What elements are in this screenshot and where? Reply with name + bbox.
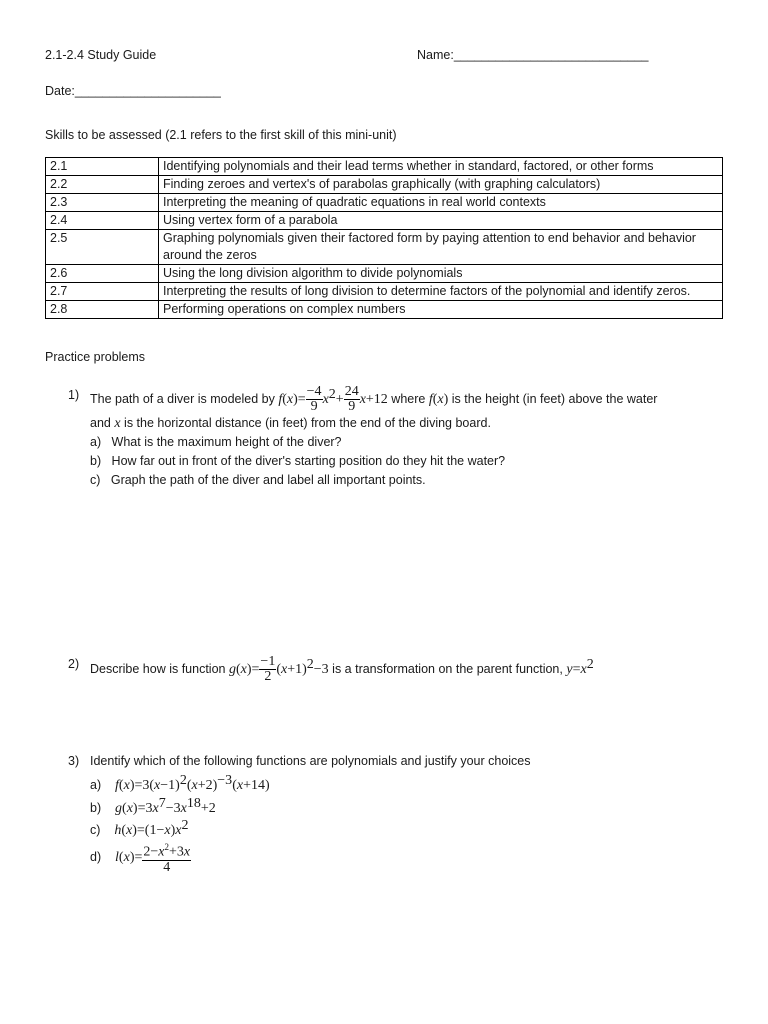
problem-3-lead: Identify which of the following functions are polynomials and justify your choices <box>90 754 531 768</box>
problem-2-number: 2) <box>68 657 80 671</box>
table-row <box>46 301 723 319</box>
part-label: a) <box>90 778 102 793</box>
problem-1-mid: where <box>391 392 426 407</box>
skill-desc: Graphing polynomials given their factored form by paying attention to end behavior and behavior around the zeros <box>159 230 723 265</box>
practice-heading: Practice problems <box>45 350 146 364</box>
parent-function: y <box>566 662 573 678</box>
skill-desc: Interpreting the meaning of quadratic equations in real world contexts <box>159 194 723 212</box>
skill-desc: Finding zeroes and vertex's of parabolas graphically (with graphing calculators) <box>159 176 723 194</box>
problem-2-statement: Describe how is function g(x)= $\frac{-1}{2}$ $(x+1)^2-3$ is a transformation on the parent function, $y=x^2$ <box>90 654 594 685</box>
page-title: 2.1-2.4 Study Guide <box>45 48 157 62</box>
problem-1-and: and <box>90 416 111 430</box>
part-text: How far out in front of the diver's starting position do they hit the water? <box>111 454 506 468</box>
problem-3-number: 3) <box>68 754 80 768</box>
fraction: $\frac{-4}{9}$ <box>306 384 322 415</box>
fraction: $\frac{24}{9}$ <box>344 384 359 415</box>
part-label: a) <box>90 435 102 449</box>
part-label: c) <box>90 823 101 838</box>
table-row <box>46 158 723 176</box>
problem-1-lead: The path of a diver is modeled by <box>90 392 275 407</box>
list-item: d) l(x)= $\frac{2-x^2+3x}{4}$ <box>90 842 191 876</box>
skills-intro: Skills to be assessed (2.1 refers to the first skill of this mini-unit) <box>45 128 397 142</box>
fraction: $\frac{2-x^2+3x}{4}$ <box>143 842 191 876</box>
table-row <box>46 230 723 265</box>
skill-code: 2.5 <box>46 230 159 265</box>
part-label: b) <box>90 801 102 816</box>
skills-table <box>45 157 723 319</box>
list-item <box>90 454 505 468</box>
list-item: a) $f(x)=3(x-1)^2(x+2)^{-3}(x+14)$ <box>90 773 270 794</box>
fraction: $\frac{-1}{2}$ <box>260 654 276 685</box>
problem-1-line2-text: is the horizontal distance (in feet) from the end of the diving board. <box>124 416 491 430</box>
table-row <box>46 176 723 194</box>
skill-desc: Identifying polynomials and their lead terms whether in standard, factored, or other forms <box>159 158 723 176</box>
part-label: d) <box>90 850 102 864</box>
skill-code: 2.1 <box>46 158 159 176</box>
diver-equation: f <box>278 392 283 408</box>
skill-code: 2.8 <box>46 301 159 319</box>
skill-code: 2.2 <box>46 176 159 194</box>
table-row <box>46 265 723 283</box>
skill-desc: Using the long division algorithm to divide polynomials <box>159 265 723 283</box>
problem-1-line2: and x is the horizontal distance (in feet) from the end of the diving board. <box>90 416 491 431</box>
part-text: Graph the path of the diver and label all important points. <box>110 473 426 487</box>
table-row <box>46 194 723 212</box>
table-row <box>46 212 723 230</box>
list-item <box>90 473 426 487</box>
skill-desc: Interpreting the results of long division to determine factors of the polynomial and identify zeros. <box>159 283 723 301</box>
part-label: c) <box>90 473 101 487</box>
skill-code: 2.4 <box>46 212 159 230</box>
transform-equation: g <box>228 662 236 678</box>
date-field[interactable]: Date:_____________________ <box>45 84 221 98</box>
skill-code: 2.7 <box>46 283 159 301</box>
problem-2-lead: Describe how is function <box>90 662 226 677</box>
problem-1-number: 1) <box>68 388 80 402</box>
table-row <box>46 283 723 301</box>
list-item <box>90 435 342 449</box>
part-label: b) <box>90 454 102 468</box>
skill-desc: Performing operations on complex numbers <box>159 301 723 319</box>
skill-code: 2.6 <box>46 265 159 283</box>
skill-desc: Using vertex form of a parabola <box>159 212 723 230</box>
problem-1-tail: is the height (in feet) above the water <box>451 392 658 407</box>
problem-1-statement: The path of a diver is modeled by f(x)= $\frac{-4}{9}$ $x^2+$ $\frac{24}{9}$ x+12 where f(x) is the height (in feet) above the water <box>90 384 658 415</box>
problem-2-tail: is a transformation on the parent function, <box>332 662 563 677</box>
part-text: What is the maximum height of the diver? <box>111 435 342 449</box>
skill-code: 2.3 <box>46 194 159 212</box>
name-field[interactable]: Name:____________________________ <box>417 48 649 62</box>
list-item: c) $h(x)=(1-x)x^2$ <box>90 818 189 839</box>
list-item: b) $g(x)=3x^7-3x^{18}+2$ <box>90 796 216 817</box>
